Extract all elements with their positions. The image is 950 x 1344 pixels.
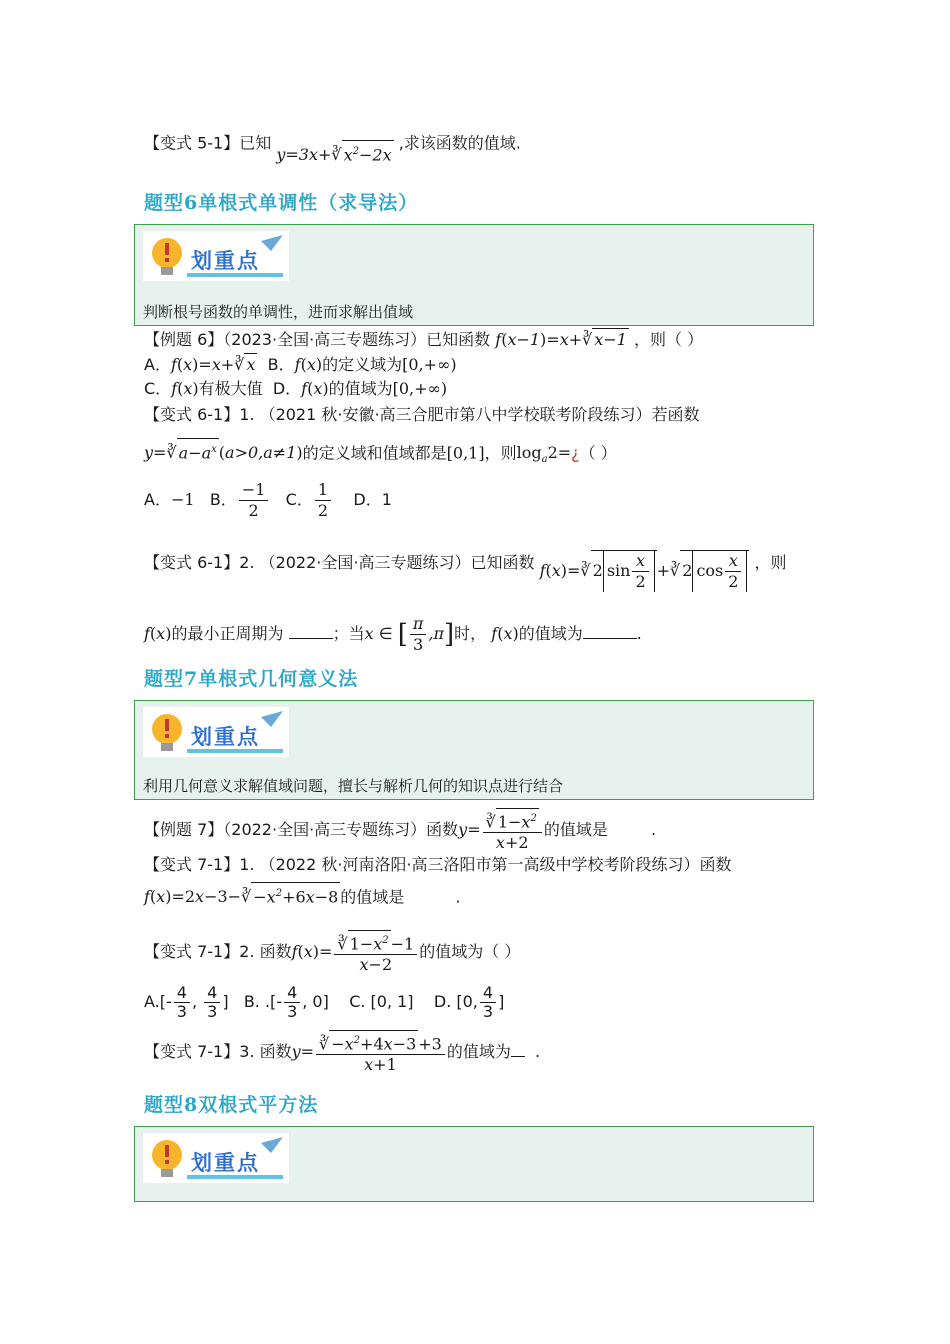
example-6-option-a-label: A． bbox=[144, 355, 171, 374]
example-6-option-b: f(x) bbox=[294, 355, 323, 374]
variant-6-1-2-fx-1: f(x) bbox=[144, 624, 172, 643]
variant-7-1-2-option-a-low: $\frac{4}{3}$ bbox=[174, 984, 190, 1021]
keypoint-label: 划重点 bbox=[191, 1151, 260, 1175]
keypoint-label: 划重点 bbox=[191, 249, 260, 273]
variant-6-1-1-mid: 的定义域和值域都是 bbox=[302, 443, 447, 463]
variant-6-1-2-pi-over-3: $\frac{\pi}{3}$ bbox=[410, 614, 427, 655]
keypoint-box-6 bbox=[134, 224, 814, 326]
variant-6-1-1-body bbox=[144, 438, 617, 472]
variant-5-1 bbox=[144, 128, 521, 165]
variant-6-1-1-option-c-label: C． bbox=[285, 490, 313, 509]
variant-7-1-2-formula: f(x)= $\frac{∛ 1-x^2 -1}{x-2}$ bbox=[292, 942, 420, 961]
variant-7-1-2-option-c: C. [0, 1] bbox=[349, 992, 414, 1011]
variant-7-1-2-option-b-low: $\frac{4}{3}$ bbox=[284, 984, 300, 1021]
variant-6-1-1-lead: 【变式 6-1】1. （2021 秋·安徽·高三合肥市第八中学校联考阶段练习）若函数 bbox=[144, 405, 700, 424]
variant-7-1-2-option-a-high: $\frac{4}{3}$ bbox=[204, 984, 220, 1021]
variant-6-1-2-line2: f(x)的最小正周期为 ；当x ∈ [ $\frac{\pi}{3}$ ,π]时， f(x)的值域为 . bbox=[144, 614, 642, 654]
example-7-tail: 的值域是 bbox=[543, 820, 608, 840]
variant-6-1-2-bracket-close: ] bbox=[444, 619, 455, 650]
example-6-option-b-label: B． bbox=[267, 355, 295, 374]
keypoint-badge bbox=[143, 231, 289, 281]
example-6-option-c: f(x) bbox=[171, 379, 199, 398]
example-7-formula: y= $\frac{∛ 1-x^2}{x+2}$ bbox=[458, 820, 544, 839]
variant-6-1-2-then: 时， bbox=[454, 624, 487, 643]
example-6-option-a: f(x)=x+∛ x bbox=[170, 355, 256, 374]
variant-5-1-lead: 【变式 5-1】已知 bbox=[144, 133, 272, 153]
example-6-options-ab bbox=[144, 353, 457, 376]
keypoint-box-7 bbox=[134, 700, 814, 800]
variant-6-1-2-when: ；当 bbox=[332, 624, 365, 643]
section-7-title: 题型7单根式几何意义法 bbox=[144, 668, 359, 690]
example-6-formula: f(x−1)=x+∛ x−1 bbox=[495, 330, 627, 349]
example-6-option-d-tail: 的值域为 bbox=[328, 379, 393, 398]
variant-6-1-1-mid2: ，则 bbox=[484, 443, 517, 463]
variant-6-1-1-tail: （ ） bbox=[579, 443, 617, 463]
variant-7-1-2-lead: 【变式 7-1】2. 函数 bbox=[144, 942, 292, 962]
variant-6-1-2-bracket-open: [ bbox=[397, 619, 408, 650]
variant-7-1-2-options: A.[- $\frac{4}{3}$ , $\frac{4}{3}$ ] B. .[- $\frac{4}{3}$ , 0] C. [0, 1] D. [0, $\frac{4}{3}$ ] bbox=[144, 983, 505, 1021]
variant-6-1-1-interval: [0,1] bbox=[446, 443, 485, 463]
variant-6-1-1-formula: y=∛ $a-a^x$ (a>0,a≠1) bbox=[144, 443, 303, 462]
variant-7-1-2 bbox=[144, 930, 520, 975]
example-6-option-b-interval: [0,+∞) bbox=[402, 355, 457, 374]
variant-7-1-1-tail: 的值域是 bbox=[340, 887, 405, 907]
example-6-option-b-tail: 的定义域为 bbox=[322, 355, 403, 374]
variant-6-1-2-period-blank[interactable] bbox=[289, 638, 333, 639]
variant-6-1-1-option-a-label: A． bbox=[144, 490, 171, 509]
section-8-title: 题型8双根式平方法 bbox=[144, 1094, 319, 1116]
example-6-option-d-interval: [0,+∞) bbox=[392, 379, 448, 398]
section-6-title: 题型6单根式单调性（求导法） bbox=[144, 192, 419, 214]
variant-6-1-1-option-b-label: B． bbox=[209, 490, 237, 509]
keypoint-badge bbox=[143, 1133, 289, 1183]
variant-6-1-2-range-label: 的值域为 bbox=[518, 624, 583, 643]
variant-6-1-2-fx-2: f(x) bbox=[491, 624, 519, 643]
example-6-options-cd bbox=[144, 378, 447, 400]
variant-7-1-2-tail: 的值域为（ ） bbox=[419, 942, 521, 962]
example-6-lead: 【例题 6】（2023·全国·高三专题练习）已知函数 bbox=[144, 330, 491, 349]
variant-6-1-1-option-d: D．1 bbox=[353, 490, 392, 509]
variant-7-1-2-option-a-label: A.[- bbox=[144, 992, 172, 1011]
keypoint-note-7: 利用几何意义求解值域问题，擅长与解析几何的知识点进行结合 bbox=[143, 777, 564, 795]
variant-7-1-1-formula: f(x)=2x−3−∛ $-x^2+6x-8$ bbox=[144, 887, 340, 906]
variant-7-1-3-lead: 【变式 7-1】3. 函数 bbox=[144, 1042, 292, 1062]
variant-6-1-1-option-c: $\frac{1}{2}$ bbox=[315, 480, 331, 521]
example-6-option-c-label: C． bbox=[144, 379, 172, 398]
variant-6-1-1-options bbox=[144, 480, 392, 521]
variant-7-1-3: 【变式 7-1】3. 函数y= $\frac{∛ -x^2+4x-3 +3}{x+1}$ 的值域为 . bbox=[144, 1030, 540, 1075]
variant-6-1-1-option-b: $\frac{-1}{2}$ bbox=[239, 480, 269, 521]
example-6-tail: ，则（ ） bbox=[634, 330, 704, 349]
variant-7-1-2-option-d-high: $\frac{4}{3}$ bbox=[480, 984, 496, 1021]
example-6-option-c-tail: 有极大值 bbox=[198, 379, 263, 398]
variant-6-1-1-glyph: ¿ bbox=[571, 443, 580, 463]
keypoint-box-8 bbox=[134, 1126, 814, 1202]
variant-6-1-2-period-label: 的最小正周期为 bbox=[171, 624, 284, 643]
keypoint-label: 划重点 bbox=[191, 725, 260, 749]
keypoint-badge bbox=[143, 707, 289, 757]
example-6-option-d: f(x) bbox=[301, 379, 329, 398]
variant-6-1-2-tail: ，则 bbox=[754, 553, 787, 572]
variant-6-1-2-x: x bbox=[364, 624, 374, 643]
variant-7-1-2-option-d-label: D. [0, bbox=[433, 992, 478, 1011]
variant-7-1-3-tail: 的值域为 bbox=[446, 1042, 511, 1062]
variant-5-1-tail: ,求该函数的值域. bbox=[398, 133, 521, 153]
variant-7-1-3-formula: y= $\frac{∛ -x^2+4x-3 +3}{x+1}$ bbox=[292, 1042, 447, 1061]
variant-6-1-2 bbox=[144, 542, 787, 591]
example-7-lead: 【例题 7】（2022·全国·高三专题练习）函数 bbox=[144, 820, 459, 840]
variant-6-1-2-formula: f(x)=∛ 2 sin $\frac{x}{2}$ +∛ 2 cos $\frac{x}{2}$ bbox=[540, 561, 750, 580]
variant-7-1-1-body: f(x)=2x−3−∛ $-x^2+6x-8$ 的值域是 . bbox=[144, 882, 461, 908]
variant-7-1-2-option-b-label: B. .[- bbox=[243, 992, 283, 1011]
variant-6-1-2-lead: 【变式 6-1】2. （2022·全国·高三专题练习）已知函数 bbox=[144, 553, 535, 572]
example-6 bbox=[144, 328, 703, 351]
example-6-option-d-label: D． bbox=[272, 379, 302, 398]
variant-6-1-1-log: $\log_a2=$ bbox=[516, 443, 572, 466]
variant-6-1-1-option-a: −1 bbox=[170, 490, 195, 509]
variant-6-1-2-pi: ,π bbox=[428, 624, 444, 643]
variant-7-1-1-lead: 【变式 7-1】1. （2022 秋·河南洛阳·高三洛阳市第一高级中学校考阶段练习）函数 bbox=[144, 855, 732, 874]
variant-6-1-2-range-blank[interactable] bbox=[583, 638, 637, 639]
variant-5-1-formula: y=3x+∛ $x^2-2x$ bbox=[276, 145, 393, 164]
keypoint-note-6: 判断根号函数的单调性，进而求解出值域 bbox=[143, 303, 414, 321]
example-7: 【例题 7】（2022·全国·高三专题练习）函数y= $\frac{∛ 1-x^2}{x+2}$ 的值域是 . bbox=[144, 808, 656, 853]
variant-7-1-3-blank[interactable] bbox=[511, 1056, 525, 1057]
